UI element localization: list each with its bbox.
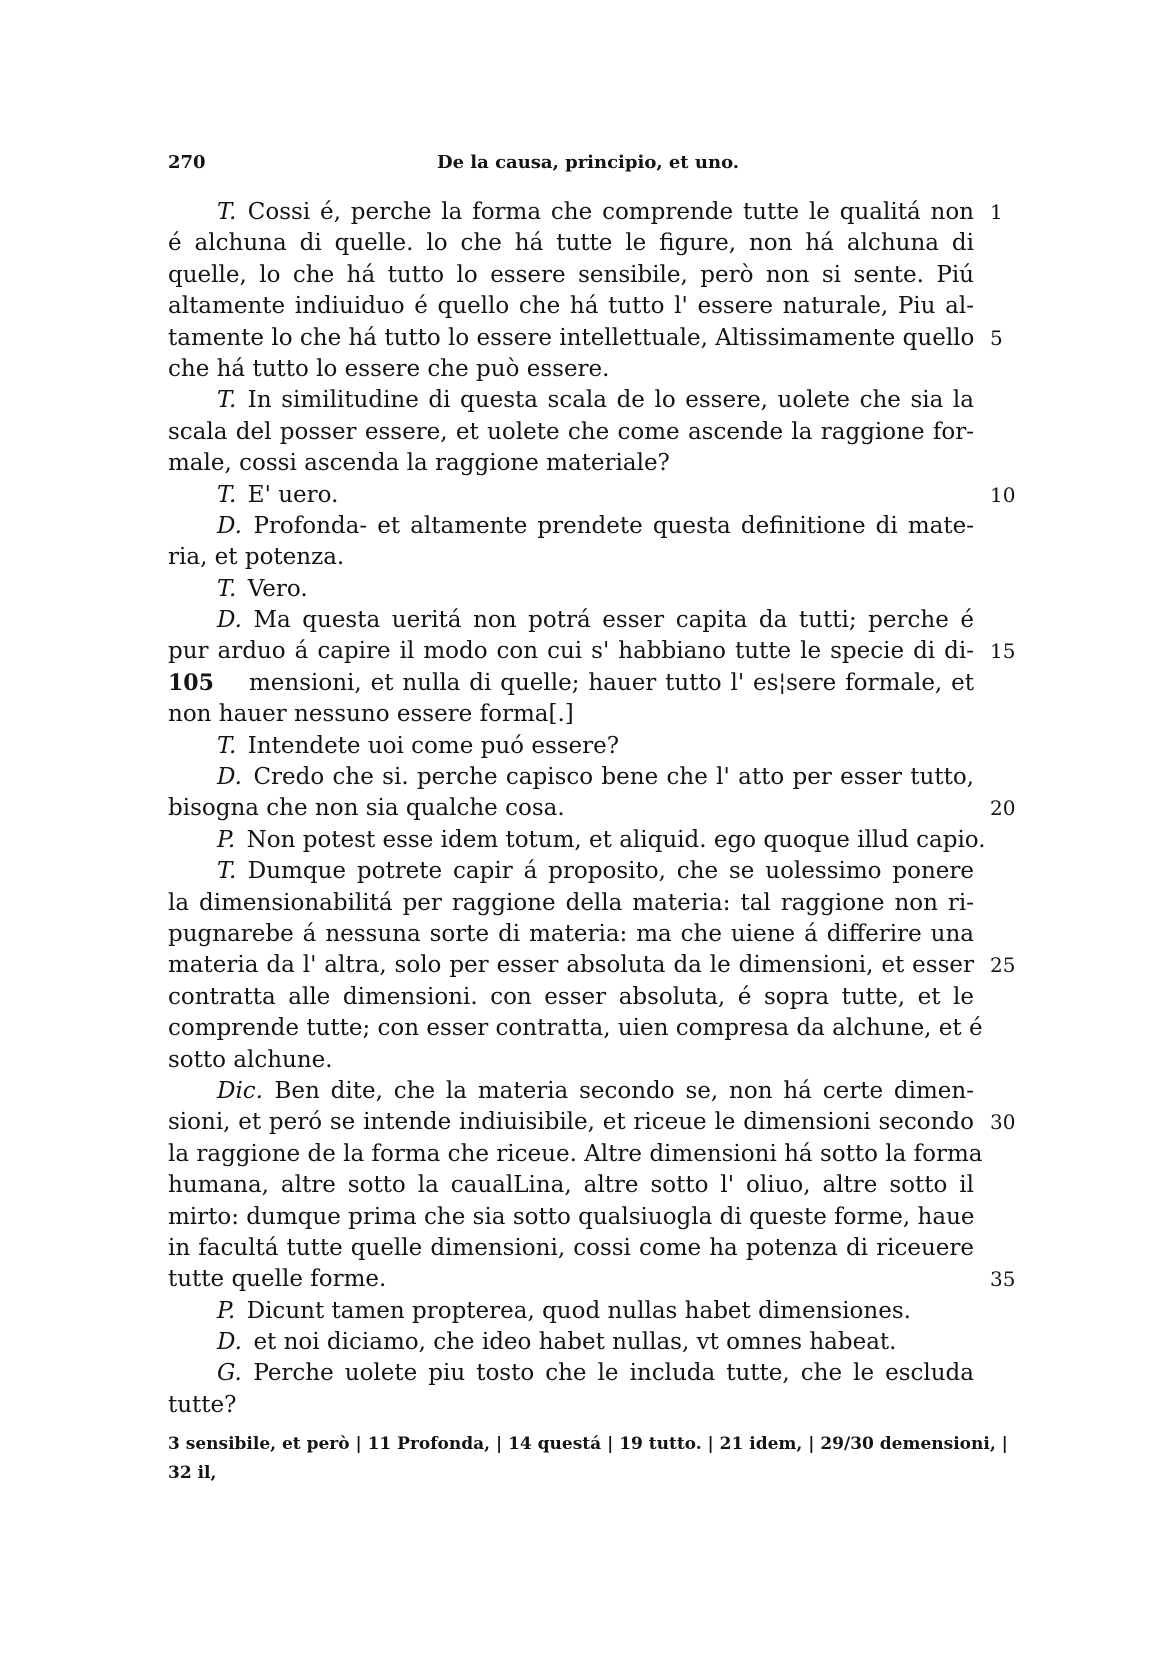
text-line bbox=[168, 668, 974, 699]
line-text: quelle, lo che há tutto lo essere sensibile, però non si sente. Piú bbox=[168, 261, 974, 288]
text-line bbox=[168, 1076, 974, 1107]
line-text: Ma questa ueritá non potrá esser capita da tutti; perche é bbox=[253, 607, 974, 634]
text-line bbox=[168, 825, 986, 856]
line-text: Profonda- et altamente prendete questa definitione di mate- bbox=[253, 512, 974, 539]
text-line bbox=[168, 1358, 974, 1389]
text-line bbox=[168, 919, 974, 950]
text-line bbox=[168, 636, 1016, 667]
text-line bbox=[168, 888, 974, 919]
line-text: mensioni, et nulla di quelle; hauer tutto l' es¦sere formale, et bbox=[249, 669, 974, 696]
speaker-abbreviation: T. bbox=[217, 387, 237, 414]
speaker-abbreviation: T. bbox=[217, 199, 237, 225]
apparatus-line: 3 sensibile, et però | 11 Profonda, | 14 questá | 19 tutto. | 21 idem, | 29/30 demensioni, | bbox=[168, 1434, 1008, 1454]
text-line bbox=[168, 1233, 974, 1264]
speaker-abbreviation: T. bbox=[217, 575, 237, 602]
speaker-abbreviation: D. bbox=[217, 1329, 242, 1356]
text-line bbox=[168, 762, 974, 793]
text-line bbox=[168, 1013, 983, 1044]
line-text: Intendete uoi come puó essere? bbox=[247, 732, 620, 759]
line-text: pur arduo á capire il modo con cui s' habbiano tutte le specie di di- bbox=[168, 638, 974, 665]
text-line bbox=[168, 1390, 974, 1421]
text-line bbox=[168, 1296, 974, 1327]
text-line bbox=[168, 793, 1016, 824]
line-number: 25 bbox=[990, 953, 1016, 978]
text-line bbox=[168, 1045, 974, 1076]
line-text: mirto: dumque prima che sia sotto qualsiuogla di queste forme, haue bbox=[168, 1203, 975, 1230]
line-text: Cossi é, perche la forma che comprende tutte le qualitá non bbox=[247, 199, 974, 225]
line-text: Dicunt tamen propterea, quod nullas habet dimensiones. bbox=[246, 1297, 911, 1324]
speaker-abbreviation: P. bbox=[217, 1297, 236, 1324]
line-text: la raggione de la forma che riceue. Altre dimensioni há sotto la forma bbox=[168, 1140, 983, 1167]
line-number: 30 bbox=[990, 1110, 1016, 1135]
line-text: Vero. bbox=[247, 575, 308, 602]
line-text: in facultá tutte quelle dimensioni, cossi come ha potenza di riceuere bbox=[168, 1234, 974, 1261]
page-number: 270 bbox=[168, 152, 206, 173]
speaker-abbreviation: D. bbox=[217, 764, 242, 791]
text-line bbox=[168, 950, 1016, 981]
speaker-abbreviation: Dic. bbox=[217, 1077, 263, 1104]
line-text: non hauer nessuno essere forma[.] bbox=[168, 701, 574, 728]
speaker-abbreviation: P. bbox=[217, 826, 236, 853]
apparatus-line: 32 il, bbox=[168, 1463, 217, 1483]
text-line bbox=[168, 228, 974, 259]
text-line bbox=[168, 1139, 983, 1170]
text-line bbox=[168, 417, 974, 448]
text-line bbox=[168, 291, 974, 322]
line-text: Perche uolete piu tosto che le includa tutte, che le escluda bbox=[253, 1360, 974, 1387]
line-text: che há tutto lo essere che può essere. bbox=[168, 355, 610, 382]
line-number: 5 bbox=[990, 325, 1003, 350]
body-text bbox=[168, 197, 1016, 1421]
text-line bbox=[168, 354, 974, 385]
text-line bbox=[168, 574, 974, 605]
text-line bbox=[168, 448, 974, 479]
line-text: tutte? bbox=[168, 1391, 237, 1418]
text-line bbox=[168, 1202, 974, 1233]
text-line bbox=[168, 982, 974, 1013]
text-line bbox=[168, 856, 974, 887]
edition-page-marker: 105 bbox=[168, 669, 214, 696]
line-text: Ben dite, che la materia secondo se, non há certe dimen- bbox=[274, 1077, 974, 1104]
line-text: bisogna che non sia qualche cosa. bbox=[168, 795, 565, 822]
text-line bbox=[168, 323, 1003, 354]
line-number: 1 bbox=[990, 200, 1003, 224]
text-line bbox=[168, 699, 974, 730]
text-line bbox=[168, 511, 974, 542]
line-text: é alchuna di quelle. lo che há tutte le figure, non há alchuna di bbox=[168, 230, 974, 257]
critical-apparatus bbox=[168, 1430, 1008, 1488]
running-title: De la causa, principio, et uno. bbox=[436, 152, 740, 173]
text-line bbox=[168, 605, 974, 636]
text-line bbox=[168, 480, 1016, 511]
speaker-abbreviation: G. bbox=[217, 1360, 242, 1387]
text-line bbox=[168, 1327, 974, 1358]
text-line bbox=[168, 542, 974, 573]
line-text: et noi diciamo, che ideo habet nullas, vt omnes habeat. bbox=[253, 1329, 897, 1356]
line-text: tamente lo che há tutto lo essere intellettuale, Altissimamente quello bbox=[168, 324, 975, 351]
line-text: male, cossi ascenda la raggione materiale? bbox=[168, 450, 670, 477]
line-text: Dumque potrete capir á proposito, che se uolessimo ponere bbox=[247, 858, 974, 885]
speaker-abbreviation: D. bbox=[217, 512, 242, 539]
line-text: Credo che si. perche capisco bene che l' atto per esser tutto, bbox=[253, 764, 974, 791]
line-text: scala del posser essere, et uolete che come ascende la raggione for- bbox=[168, 418, 974, 445]
page-header bbox=[168, 152, 1008, 182]
line-number: 35 bbox=[990, 1267, 1016, 1292]
line-text: E' uero. bbox=[247, 481, 339, 508]
text-line bbox=[168, 1170, 974, 1201]
line-text: altamente indiuiduo é quello che há tutto l' essere naturale, Piu al- bbox=[168, 293, 974, 320]
line-text: materia da l' altra, solo per esser absoluta da le dimensioni, et esser bbox=[168, 952, 974, 979]
line-text: contratta alle dimensioni. con esser absoluta, é sopra tutte, et le bbox=[168, 983, 974, 1010]
line-text: humana, altre sotto la caualLina, altre sotto l' oliuo, altre sotto il bbox=[168, 1172, 974, 1199]
text-line bbox=[168, 731, 974, 762]
line-text: sotto alchune. bbox=[168, 1046, 333, 1073]
speaker-abbreviation: T. bbox=[217, 732, 237, 759]
text-line bbox=[168, 1107, 1016, 1138]
line-text: In similitudine di questa scala de lo essere, uolete che sia la bbox=[247, 387, 974, 414]
speaker-abbreviation: T. bbox=[217, 481, 237, 508]
line-number: 20 bbox=[990, 796, 1016, 821]
speaker-abbreviation: T. bbox=[217, 858, 237, 885]
line-text: tutte quelle forme. bbox=[168, 1266, 387, 1293]
line-text: pugnarebe á nessuna sorte di materia: ma che uiene á differire una bbox=[168, 920, 974, 947]
line-text: ria, et potenza. bbox=[168, 544, 345, 571]
line-number: 10 bbox=[990, 482, 1016, 507]
line-text: comprende tutte; con esser contratta, uien compresa da alchune, et é bbox=[168, 1015, 983, 1042]
line-number: 15 bbox=[990, 639, 1016, 664]
line-text: Non potest esse idem totum, et aliquid. ego quoque illud capio. bbox=[246, 826, 986, 853]
speaker-abbreviation: D. bbox=[217, 607, 242, 634]
line-text: sioni, et peró se intende indiuisibile, et riceue le dimensioni secondo bbox=[168, 1109, 974, 1136]
text-line bbox=[168, 1264, 1016, 1295]
text-line bbox=[168, 385, 974, 416]
text-line bbox=[168, 260, 974, 291]
line-text: la dimensionabilitá per raggione della materia: tal raggione non ri- bbox=[168, 889, 974, 916]
text-line bbox=[168, 197, 1003, 228]
